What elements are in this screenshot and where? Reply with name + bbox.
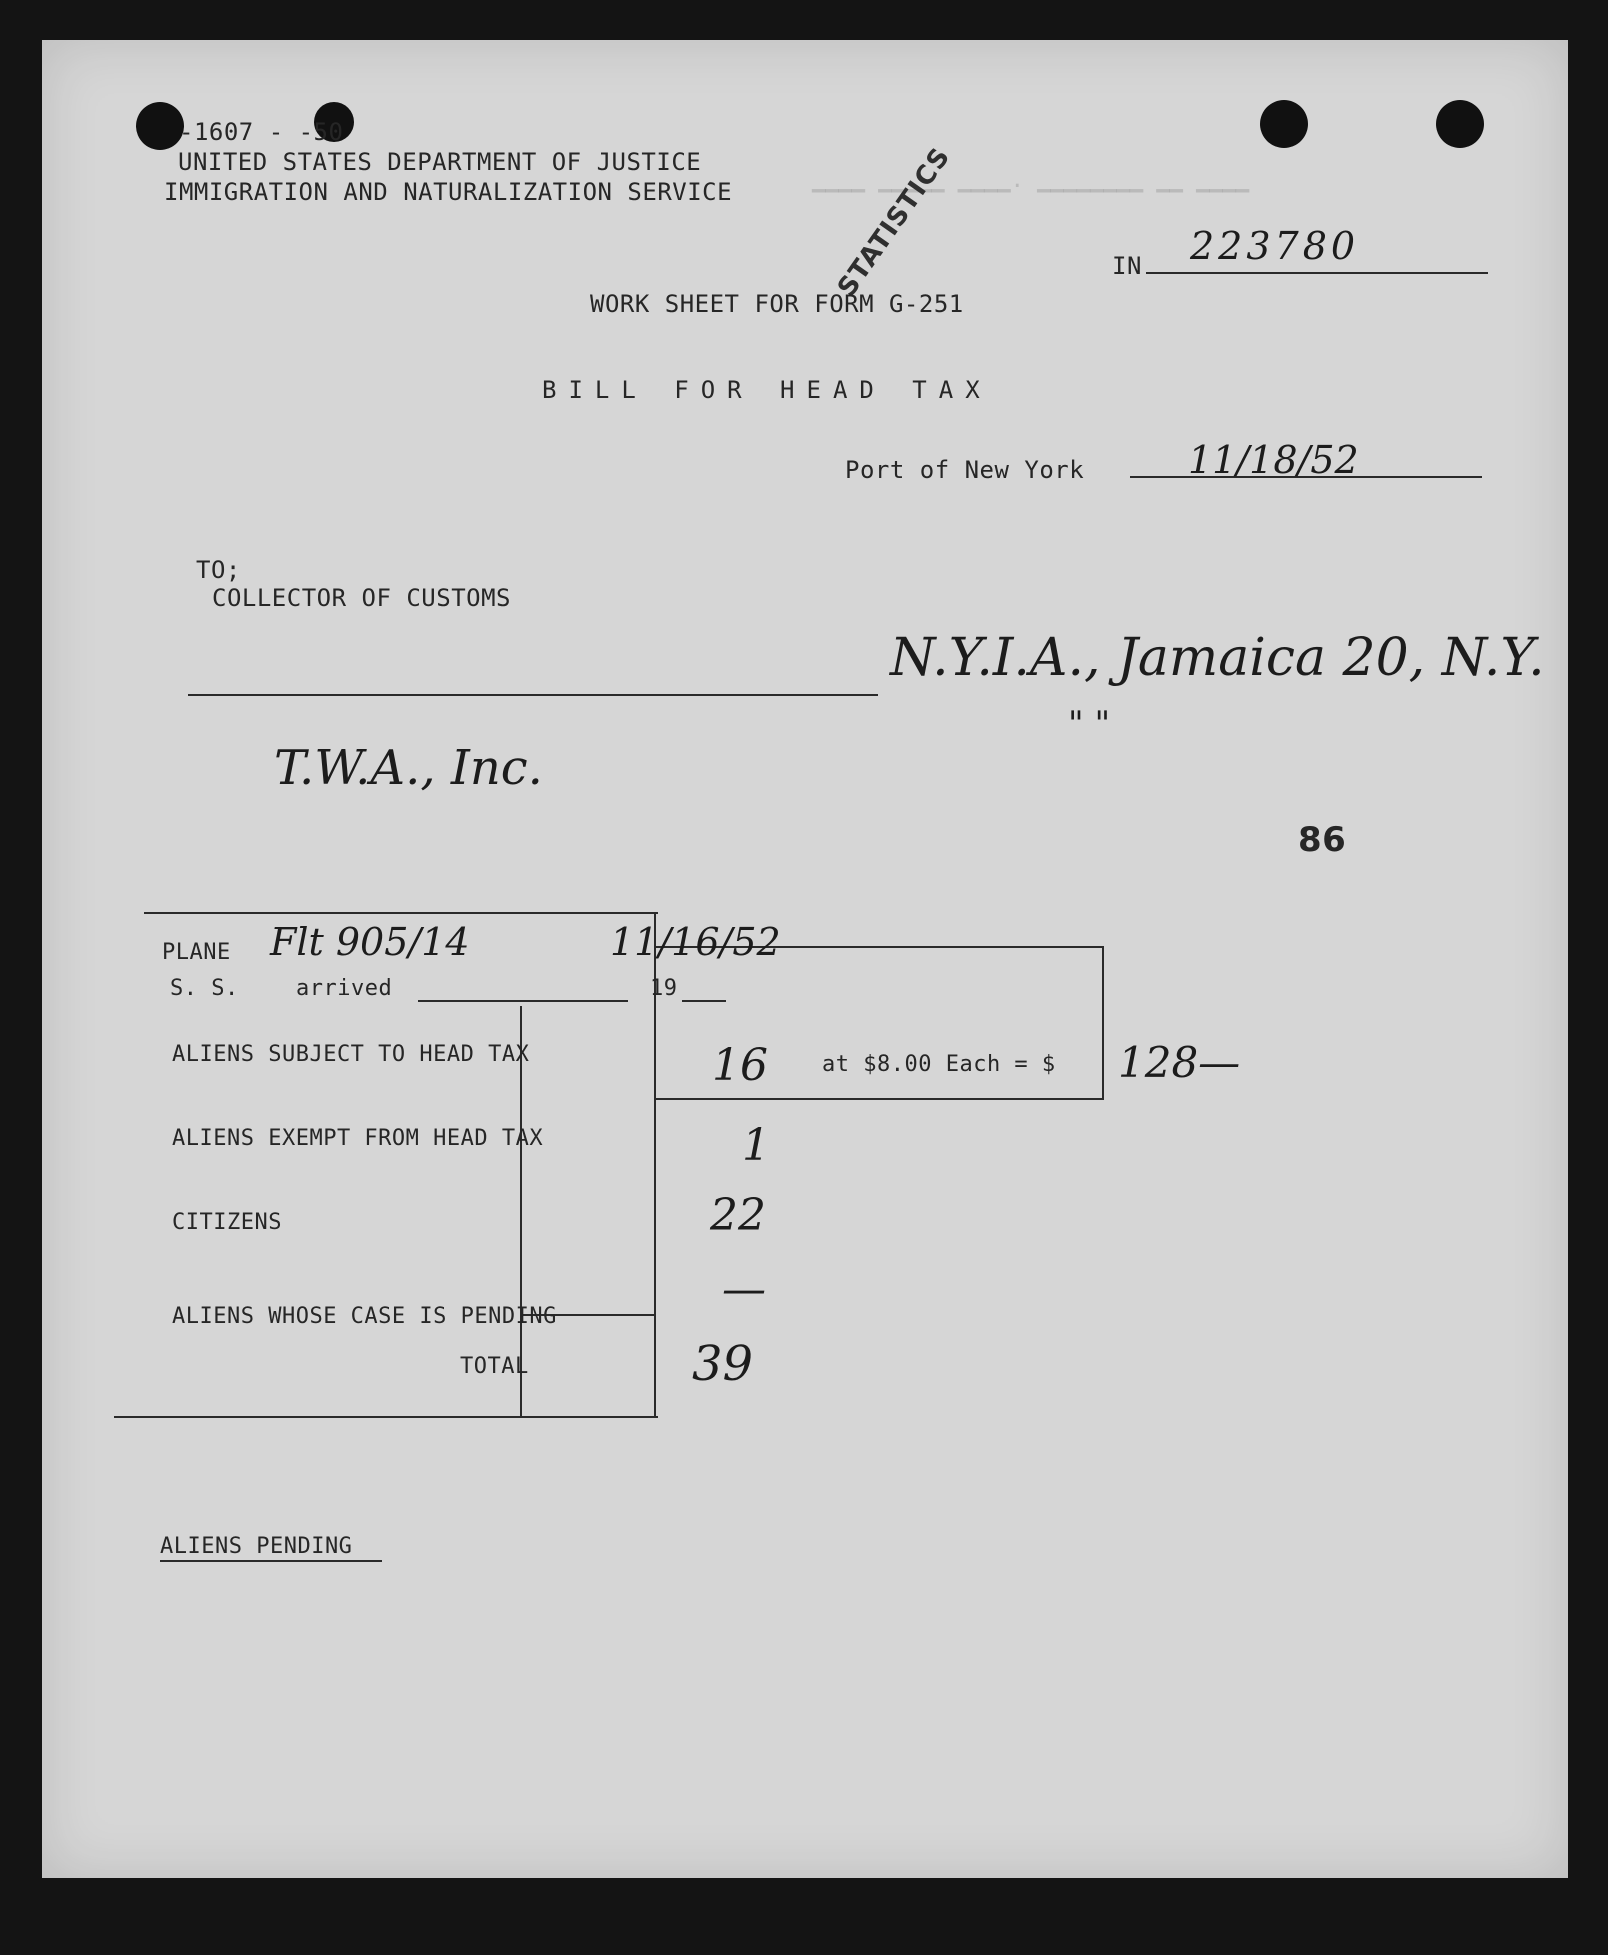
document-page <box>42 40 1568 1878</box>
row-value-aliens-subject: 16 <box>712 1040 768 1091</box>
service-name: IMMIGRATION AND NATURALIZATION SERVICE <box>164 178 733 206</box>
row-value-citizens: 22 <box>710 1190 766 1241</box>
punch-hole <box>1436 100 1484 148</box>
to-label: TO; <box>196 556 241 584</box>
year-underline <box>682 1000 726 1002</box>
plane-label: PLANE <box>162 940 231 965</box>
port-label: Port of New York <box>845 456 1085 484</box>
row-value-aliens-pending: — <box>722 1264 766 1315</box>
plane-flight-number: Flt 905/14 <box>270 920 470 964</box>
row-label-aliens-subject: ALIENS SUBJECT TO HEAD TAX <box>172 1042 530 1067</box>
ditto-marks: " " <box>1068 704 1111 744</box>
location-handwritten: N.Y.I.A., Jamaica 20, N.Y. <box>890 628 1545 688</box>
in-underline <box>1146 272 1488 274</box>
page-number: 86 <box>1298 820 1347 860</box>
arrival-date: 11/16/52 <box>610 920 781 964</box>
table-bottom-border <box>114 1416 658 1418</box>
row-label-aliens-pending: ALIENS WHOSE CASE IS PENDING <box>172 1304 557 1329</box>
total-label: TOTAL <box>460 1354 529 1379</box>
in-label: IN <box>1112 252 1142 280</box>
year-prefix: 19 <box>650 976 678 1001</box>
statistics-stamp: STATISTICS <box>832 142 957 303</box>
punch-hole <box>1260 100 1308 148</box>
row-value-aliens-exempt: 1 <box>742 1120 770 1171</box>
punch-hole <box>136 102 184 150</box>
row-label-citizens: CITIZENS <box>172 1210 282 1235</box>
collector-underline <box>188 694 878 696</box>
bleed-through-text: ▁▁▁▁ ▁▁▁▁▁ ▁▁▁▁. ▁▁▁▁▁▁▁▁ ▁▁ ▁▁▁▁ <box>812 168 1250 193</box>
department-name: UNITED STATES DEPARTMENT OF JUSTICE <box>178 148 702 176</box>
aliens-pending-underline <box>160 1560 382 1562</box>
carrier-handwritten: T.W.A., Inc. <box>274 740 543 796</box>
port-date: 11/18/52 <box>1188 438 1359 482</box>
worksheet-title: WORK SHEET FOR FORM G-251 <box>590 290 964 318</box>
form-number: -1607 - -50 <box>179 118 344 146</box>
row-label-aliens-exempt: ALIENS EXEMPT FROM HEAD TAX <box>172 1126 544 1151</box>
arrived-label: arrived <box>296 976 393 1001</box>
bill-title: BILL FOR HEAD TAX <box>542 376 992 404</box>
ss-label: S. S. <box>170 976 239 1001</box>
rate-text: at $8.00 Each = $ <box>822 1052 1056 1077</box>
total-value: 39 <box>692 1336 754 1392</box>
table-top-border <box>144 912 658 914</box>
rate-amount: 128— <box>1118 1038 1241 1087</box>
arrived-underline <box>418 1000 628 1002</box>
rate-box-right <box>1102 946 1104 1100</box>
rate-box-bottom <box>654 1098 1104 1100</box>
aliens-pending-label: ALIENS PENDING <box>160 1534 353 1559</box>
in-number: 223780 <box>1190 224 1360 268</box>
collector-of-customs: COLLECTOR OF CUSTOMS <box>212 584 511 612</box>
